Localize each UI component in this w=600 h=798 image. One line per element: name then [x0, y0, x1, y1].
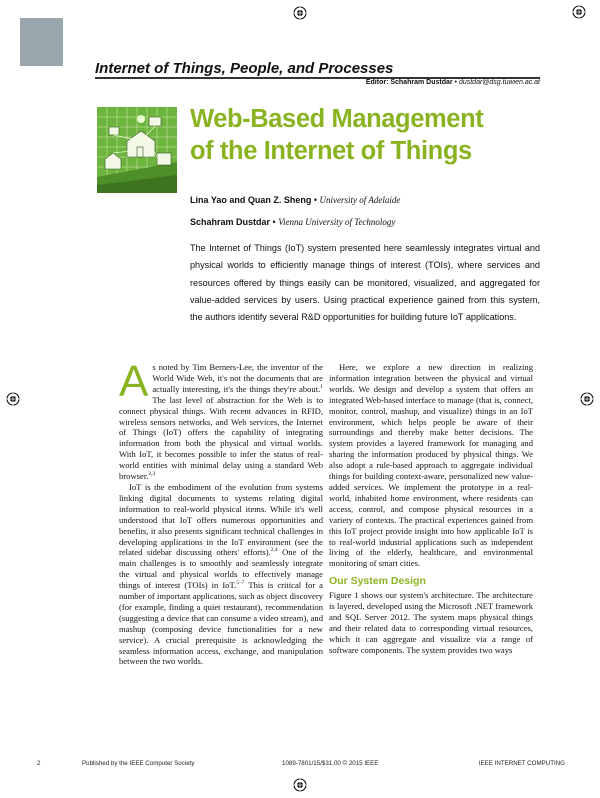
registration-mark-bottom — [293, 778, 307, 792]
body-column-2 — [329, 362, 533, 656]
editor-label: Editor: Schahram Dustdar — [365, 79, 453, 86]
author-names-1: Lina Yao and Quan Z. Sheng — [190, 195, 312, 205]
reference[interactable]: 2,3 — [148, 471, 156, 478]
journal-name: IEEE INTERNET COMPUTING — [478, 760, 565, 767]
editor-email[interactable]: dustdar@dsg.tuwien.ac.at — [458, 79, 540, 86]
paragraph-iot: IoT is the embodiment of the evolution from systems linking digital documents to systems relating digital information to real-world physical items. While it's well understood that IoT offers numerous opportunities and benefits, it also presents significant technical challenges in developing applications in the IoT environment (see the related sidebar discussing others' efforts).$^{2,4}$ One of the main challenges is to smoothly and seamlessly integrate the virtual and physical worlds to effectively manage things of interest (TOIs) in IoT.$^{5-7}$ This is critical for a number of important applications, such as object discovery (for example, finding a quiet restaurant), recommendation (suggesting a device that can consume a video stream), and mashup (composing device functionalities for a new service). A crucial prerequisite is acknowledging the seamless information access, exchange, and manipulation between the two worlds. — [119, 481, 324, 667]
abstract: The Internet of Things (IoT) system presented here seamlessly integrates virtual and physical worlds to efficiently manage things of interest (TOIs), where services and resources offered by things easily can be monitored, visualized, and aggregated for value-added services by users. Using practical experience gained from this system, the authors identify several R&D opportunities for building future IoT applications. — [190, 243, 540, 323]
author-affiliation-2: Vienna University of Technology — [278, 217, 396, 227]
publisher: Published by the IEEE Computer Society — [82, 760, 195, 767]
registration-mark-right — [580, 392, 594, 406]
registration-mark-left — [6, 392, 20, 406]
reference[interactable]: 5–7 — [236, 580, 245, 587]
article-title-line1: Web-Based Management — [190, 105, 484, 133]
paragraph-system-design: Figure 1 shows our system's architecture. The architecture is layered, developed using the Microsoft .NET framework and SQL Server 2012. The system maps physical things and their related data to corresponding virtual resources, which it can aggregate and visualize via a range of software components. The system provides two ways — [329, 590, 533, 655]
article-title-line2: of the Internet of Things — [190, 137, 472, 165]
paragraph-direction: Here, we explore a new direction in realizing information integration between the physical and virtual worlds. We design and develop a system that offers an integrated Web-based interface to manage (that is, connect, monitor, control, mashup, and visualize) things in an IoT environment, which helps people be aware of their surroundings and thereby make better decisions. The system provides a layered framework for managing and sharing the information produced by physical things. We also adopt a rule-based approach to aggregate individual things for building context-aware, personalized new value-added services. We implement the prototype in a real-world, inhabited home environment, where residents can access, control, and compose physical resources in a variety of contexts. The practical experiences gained from this IoT project provide insight into how applicable IoT is to real-world industrial applications such as independent living of the elderly, healthcare, and environmental monitoring of smart cities. — [329, 362, 533, 569]
reference[interactable]: 1 — [320, 383, 323, 390]
author-line-1: Lina Yao and Quan Z. Sheng • University of Adelaide — [190, 195, 401, 205]
author-line-2: Schahram Dustdar • Vienna University of Technology — [190, 217, 396, 227]
paragraph-intro: As noted by Tim Berners-Lee, the inventor of the World Wide Web, it's not the documents that are actually interesting, it's the things they're about.$^1$ The last level of abstraction for the Web is to connect physical things. With recent advances in RFID, wireless sensors networks, and Web services, the Internet of Things (IoT) offers the capability of integrating information from both the physical and virtual worlds. With IoT, it becomes possible to infer the status of real-world entities with minimal delay using a standard Web browser.$^{2,3}$ — [119, 357, 323, 482]
page-number: 2 — [37, 760, 41, 767]
series-title: Internet of Things, People, and Processes — [95, 60, 394, 77]
registration-mark-top-right — [572, 5, 586, 19]
author-affiliation-1: University of Adelaide — [319, 195, 401, 205]
editor-line: Editor: Schahram Dustdar • dustdar@dsg.tuwien.ac.at — [365, 79, 540, 86]
drop-cap: A — [119, 357, 149, 406]
body-column-1 — [119, 357, 324, 667]
article-illustration — [97, 107, 177, 193]
reference[interactable]: 2,4 — [270, 547, 278, 554]
copyright: 1089-7801/15/$31.00 © 2015 IEEE — [282, 760, 379, 767]
section-heading: Our System Design — [329, 575, 426, 588]
article-title — [190, 103, 483, 167]
author-names-2: Schahram Dustdar — [190, 217, 271, 227]
department-tab — [20, 18, 63, 66]
registration-mark-top — [293, 6, 307, 20]
